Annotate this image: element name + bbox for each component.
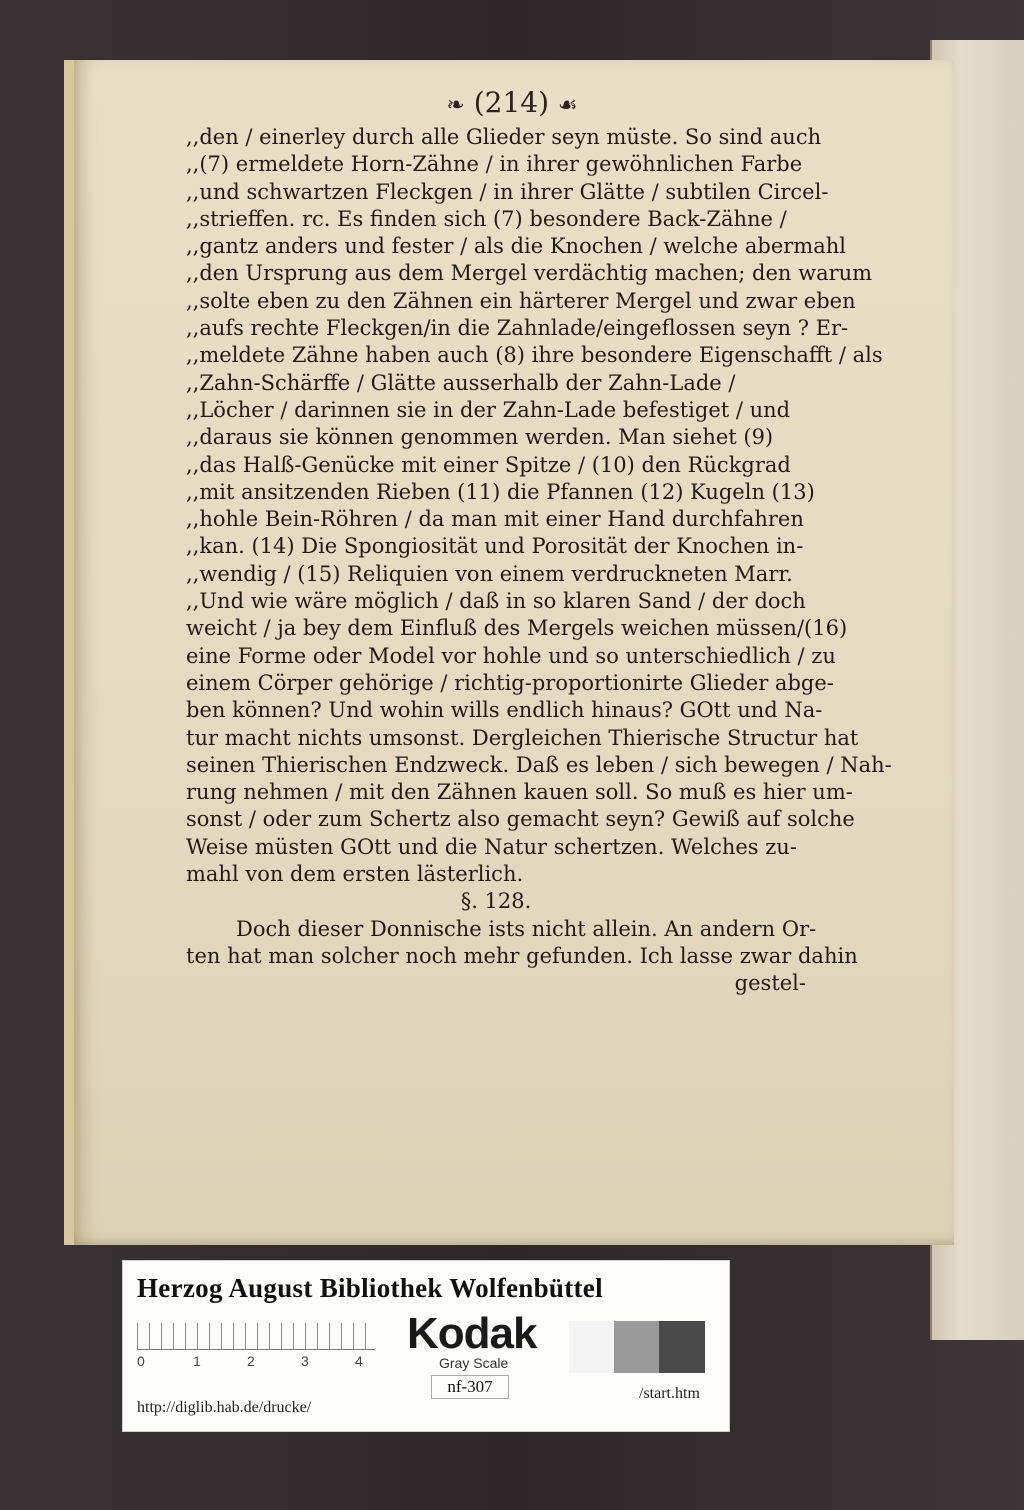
text-line: ten hat man solcher noch mehr gefunden. Ich lasse zwar dahin (186, 943, 858, 968)
text-line: rung nehmen / mit den Zähnen kauen soll. So muß es hier um- (186, 780, 853, 805)
gray-scale-label: Gray Scale (439, 1355, 509, 1371)
text-line: ,,kan. (14) Die Spongiosität und Porosität der Knochen in- (186, 534, 804, 559)
text-line: ,,Löcher / darinnen sie in der Zahn-Lade befestiget / und (186, 397, 791, 422)
text-line: ,,das Halß-Genücke mit einer Spitze / (10) den Rückgrad (186, 452, 791, 477)
text-line: ,,meldete Zähne haben auch (8) ihre besondere Eigenschafft / als (186, 343, 883, 368)
ruler-number: 0 (137, 1353, 145, 1369)
gray-swatch (569, 1321, 615, 1373)
shelfmark-code: nf-307 (431, 1375, 509, 1399)
gray-swatches (569, 1321, 705, 1373)
text-line: ,,gantz anders und fester / als die Knochen / welche abermahl (186, 234, 846, 259)
text-line: ,,Und wie wäre möglich / daß in so klaren Sand / der doch (186, 589, 806, 614)
catchword: gestel- (734, 971, 806, 996)
text-line: Doch dieser Donnische ists nicht allein. An andern Or- (236, 916, 817, 941)
ruler-number: 4 (355, 1353, 363, 1369)
ruler-number: 1 (193, 1353, 201, 1369)
text-line: sonst / oder zum Schertz also gemacht seyn? Gewiß auf solche (186, 807, 855, 832)
text-line: ,,(7) ermeldete Horn-Zähne / in ihrer gewöhnlichen Farbe (186, 152, 803, 177)
header-ornament-right-icon: ☙ (557, 93, 578, 118)
text-line: ,,wendig / (15) Reliquien von einem verdruckneten Marr. (186, 561, 793, 586)
text-line: ,,strieffen. rc. Es finden sich (7) besondere Back-Zähne / (186, 206, 787, 231)
text-line: ,,den / einerley durch alle Glieder seyn müste. So sind auch (186, 125, 822, 149)
url-suffix: /start.htm (639, 1385, 700, 1402)
text-line: weicht / ja bey dem Einfluß des Mergels weichen müssen/(16) (186, 616, 848, 641)
text-line: ,,hohle Bein-Röhren / da man mit einer Hand durchfahren (186, 507, 804, 532)
header-ornament-left-icon: ❧ (446, 93, 465, 118)
gray-swatch (614, 1321, 660, 1373)
page-header (0, 86, 1024, 119)
text-line: ,,aufs rechte Fleckgen/in die Zahnlade/eingeflossen seyn ? Er- (186, 316, 849, 341)
ruler-number: 2 (247, 1353, 255, 1369)
text-line: ,,daraus sie können genommen werden. Man siehet (9) (186, 425, 774, 450)
text-line: ,,mit ansitzenden Rieben (11) die Pfannen (12) Kugeln (13) (186, 479, 815, 504)
page-number: (214) (473, 86, 549, 119)
ruler-number: 3 (301, 1353, 309, 1369)
text-line: tur macht nichts umsonst. Dergleichen Thierische Structur hat (186, 725, 859, 750)
text-line: ,,Zahn-Schärffe / Glätte ausserhalb der Zahn-Lade / (186, 370, 736, 395)
color-target-card (122, 1260, 730, 1432)
page-body (186, 124, 892, 998)
text-line: seinen Thierischen Endzweck. Daß es leben / sich bewegen / Nah- (186, 752, 892, 777)
library-name: Herzog August Bibliothek Wolfenbüttel (137, 1273, 603, 1303)
text-line: eine Forme oder Model vor hohle und so unterschiedlich / zu (186, 643, 836, 668)
scale-ruler (137, 1323, 375, 1350)
text-line: einem Cörper gehörige / richtig-proportionirte Glieder abge- (186, 670, 834, 695)
url-prefix: http://diglib.hab.de/drucke/ (137, 1399, 312, 1416)
text-line: mahl von dem ersten lästerlich. (186, 862, 524, 887)
section-heading: §. 128. (460, 889, 532, 914)
text-line: ,,den Ursprung aus dem Mergel verdächtig machen; den warum (186, 261, 873, 286)
text-line: ,,und schwartzen Fleckgen / in ihrer Glätte / subtilen Circel- (186, 179, 829, 204)
text-line: ,,solte eben zu den Zähnen ein härterer Mergel und zwar eben (186, 288, 856, 313)
gray-swatch (659, 1321, 705, 1373)
text-line: ben können? Und wohin wills endlich hinaus? GOtt und Na- (186, 698, 823, 723)
kodak-logo: Kodak (407, 1309, 537, 1358)
text-line: Weise müsten GOtt und die Natur schertzen. Welches zu- (186, 834, 797, 859)
ruler-numbers (137, 1353, 377, 1373)
